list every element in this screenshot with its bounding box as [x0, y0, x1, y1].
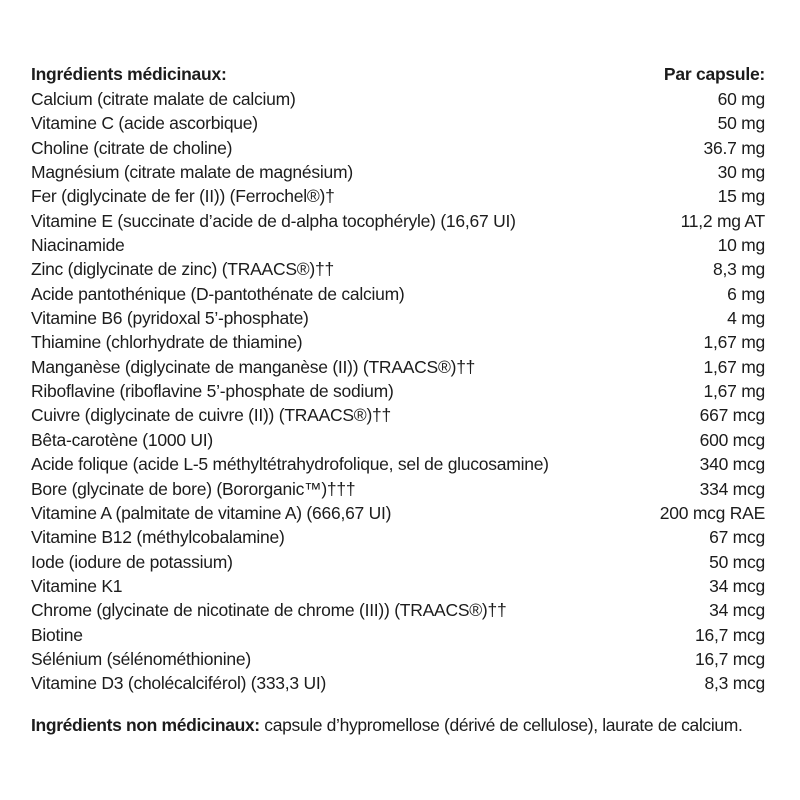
- ingredient-amount: 50 mg: [717, 113, 765, 134]
- ingredient-name: Vitamine A (palmitate de vitamine A) (666,67 UI): [31, 502, 392, 523]
- ingredient-amount: 1,67 mg: [703, 381, 765, 402]
- ingredient-amount: 340 mcg: [699, 454, 765, 475]
- ingredient-row: [31, 574, 767, 598]
- ingredient-name: Vitamine D3 (cholécalciférol) (333,3 UI): [31, 673, 327, 694]
- ingredient-amount: 30 mg: [717, 162, 765, 183]
- ingredient-amount: 36.7 mg: [703, 137, 765, 158]
- ingredient-row: [31, 355, 767, 379]
- ingredient-name: Acide folique (acide L-5 méthyltétrahydrofolique, sel de glucosamine): [31, 454, 549, 475]
- ingredient-amount: 4 mg: [727, 308, 765, 329]
- ingredient-name: Thiamine (chlorhydrate de thiamine): [31, 332, 303, 353]
- ingredient-row: [31, 428, 767, 452]
- ingredient-name: Manganèse (diglycinate de manganèse (II)) (TRAACS®)††: [31, 356, 476, 377]
- ingredient-row: [31, 111, 767, 135]
- ingredient-amount: 600 mcg: [699, 429, 765, 450]
- ingredient-row: [31, 623, 767, 647]
- ingredients-panel: [31, 62, 767, 696]
- ingredient-amount: 667 mcg: [699, 405, 765, 426]
- ingredient-name: Fer (diglycinate de fer (II)) (Ferrochel®)†: [31, 186, 335, 207]
- ingredient-amount: 8,3 mcg: [704, 673, 765, 694]
- ingredient-row: [31, 282, 767, 306]
- ingredient-row: [31, 671, 767, 695]
- ingredient-amount: 1,67 mg: [703, 356, 765, 377]
- ingredient-name: Calcium (citrate malate de calcium): [31, 89, 296, 109]
- ingredient-amount: 34 mcg: [709, 575, 765, 596]
- ingredient-name: Magnésium (citrate malate de magnésium): [31, 162, 353, 183]
- per-capsule-heading: Par capsule:: [663, 64, 765, 84]
- ingredient-amount: 200 mcg RAE: [659, 502, 765, 523]
- ingredient-row: [31, 306, 767, 330]
- ingredient-name: Cuivre (diglycinate de cuivre (II)) (TRAACS®)††: [31, 405, 391, 426]
- ingredient-amount: 16,7 mcg: [695, 648, 765, 669]
- ingredient-row: [31, 136, 767, 160]
- ingredient-row: [31, 550, 767, 574]
- ingredient-amount: 15 mg: [717, 186, 765, 207]
- ingredient-amount: 60 mg: [717, 89, 765, 109]
- ingredient-name: Acide pantothénique (D-pantothénate de calcium): [31, 283, 405, 304]
- table-header: [31, 62, 767, 87]
- ingredient-row: [31, 257, 767, 281]
- ingredient-row: [31, 477, 767, 501]
- ingredient-name: Vitamine C (acide ascorbique): [31, 113, 258, 134]
- ingredient-row: [31, 184, 767, 208]
- ingredient-amount: 34 mcg: [709, 600, 765, 621]
- ingredient-amount: 11,2 mg AT: [680, 210, 765, 231]
- ingredient-row: [31, 598, 767, 622]
- ingredient-name: Choline (citrate de choline): [31, 137, 233, 158]
- ingredient-row: [31, 87, 767, 111]
- ingredient-name: Iode (iodure de potassium): [31, 551, 233, 572]
- ingredient-amount: 16,7 mcg: [695, 624, 765, 645]
- non-medicinal-ingredients: [31, 713, 781, 737]
- ingredient-name: Vitamine B6 (pyridoxal 5’-phosphate): [31, 308, 309, 329]
- medicinal-ingredients-heading: Ingrédients médicinaux:: [31, 64, 227, 84]
- ingredient-name: Chrome (glycinate de nicotinate de chrome (III)) (TRAACS®)††: [31, 600, 507, 621]
- ingredient-name: Sélénium (sélénométhionine): [31, 648, 251, 669]
- ingredient-row: [31, 330, 767, 354]
- ingredient-amount: 334 mcg: [699, 478, 765, 499]
- ingredient-row: [31, 233, 767, 257]
- ingredient-row: [31, 403, 767, 427]
- ingredient-amount: 10 mg: [717, 235, 765, 256]
- ingredient-name: Riboflavine (riboflavine 5’-phosphate de sodium): [31, 381, 394, 402]
- non-medicinal-label: Ingrédients non médicinaux:: [31, 715, 260, 735]
- ingredient-amount: 67 mcg: [709, 527, 765, 548]
- ingredient-amount: 1,67 mg: [703, 332, 765, 353]
- ingredient-name: Bore (glycinate de bore) (Bororganic™)†††: [31, 478, 356, 499]
- ingredient-name: Biotine: [31, 624, 83, 645]
- ingredient-row: [31, 379, 767, 403]
- ingredient-amount: 8,3 mg: [713, 259, 765, 280]
- ingredient-amount: 50 mcg: [709, 551, 765, 572]
- ingredient-name: Vitamine B12 (méthylcobalamine): [31, 527, 285, 548]
- non-medicinal-text: capsule d’hypromellose (dérivé de cellulose), laurate de calcium.: [259, 715, 743, 735]
- ingredient-name: Niacinamide: [31, 235, 125, 256]
- ingredient-row: [31, 209, 767, 233]
- ingredient-name: Zinc (diglycinate de zinc) (TRAACS®)††: [31, 259, 334, 280]
- ingredient-row: [31, 160, 767, 184]
- ingredient-row: [31, 452, 767, 476]
- ingredient-list: [31, 87, 767, 696]
- ingredient-row: [31, 525, 767, 549]
- ingredient-row: [31, 501, 767, 525]
- ingredient-row: [31, 647, 767, 671]
- ingredient-name: Bêta-carotène (1000 UI): [31, 429, 213, 450]
- ingredient-amount: 6 mg: [727, 283, 765, 304]
- ingredient-name: Vitamine K1: [31, 575, 123, 596]
- ingredient-name: Vitamine E (succinate d’acide de d-alpha tocophéryle) (16,67 UI): [31, 210, 516, 231]
